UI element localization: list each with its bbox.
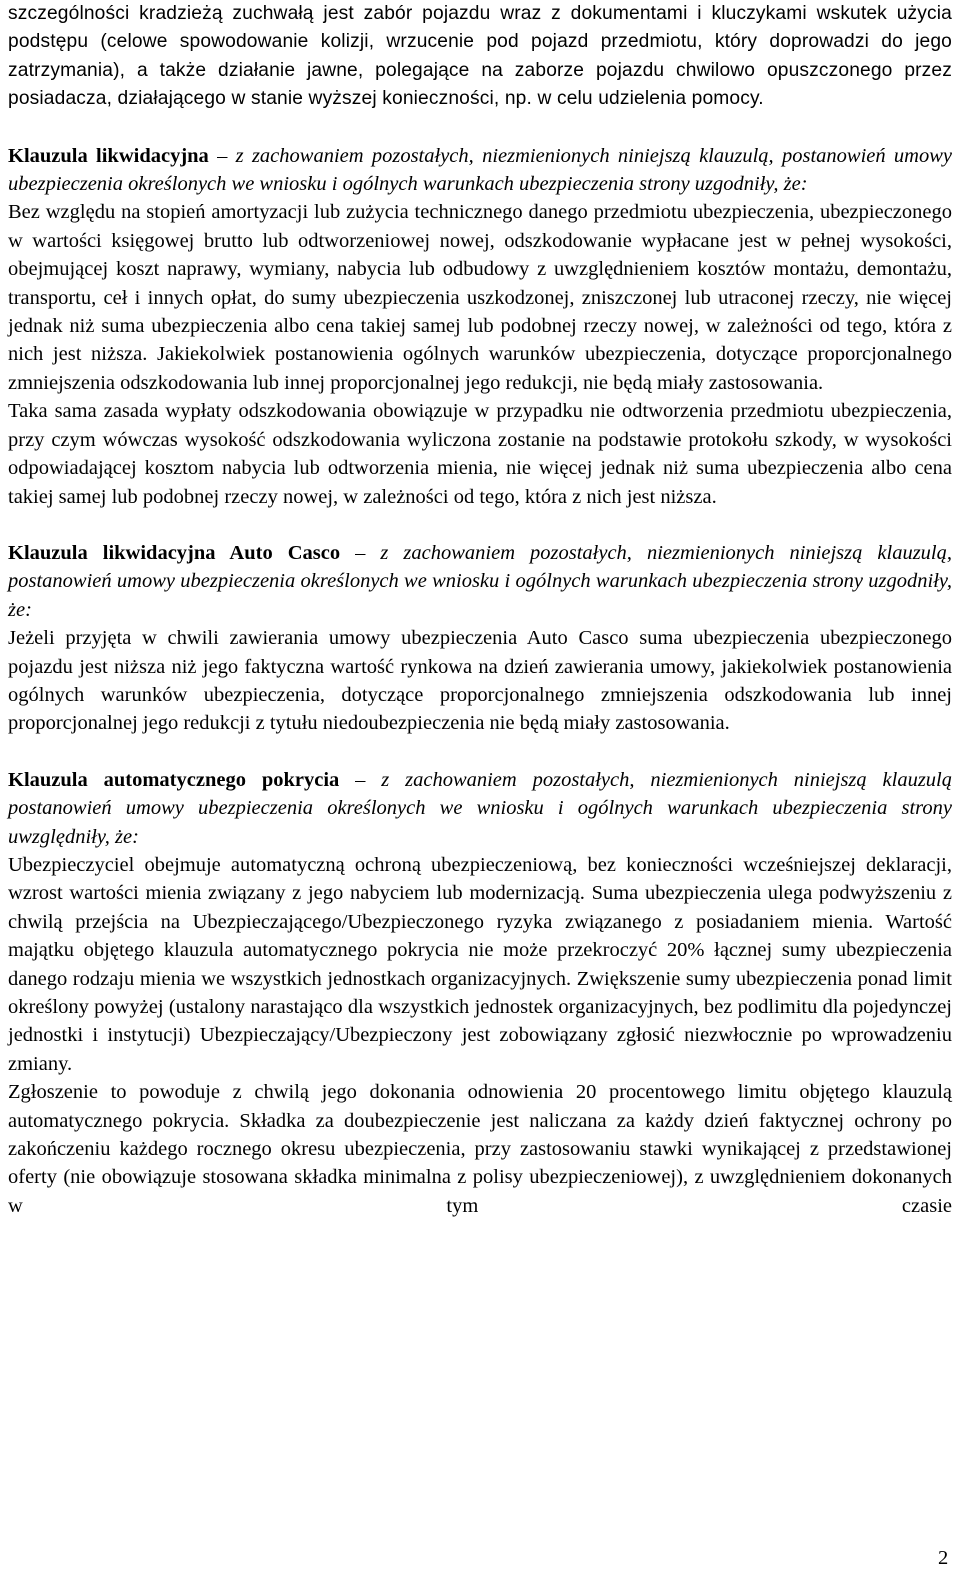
clause-liquidation xyxy=(8,142,952,511)
clause-paragraph: Zgłoszenie to powoduje z chwilą jego dokonania odnowienia 20 procentowego limitu objętego klauzulą automatycznego pokrycia. Składka za doubezpieczenie jest naliczana za każdy dzień faktycznej ochrony po zakończeniu każdego rocznego okresu ubezpieczenia, przy zastosowaniu stawki wynikającej z przedstawionej oferty (nie obowiązuje stosowana składka minimalna z polisy ubezpieczeniowej), z uwzględnieniem dokonanych w tym czasie xyxy=(8,1081,952,1217)
clause-intro: – z zachowaniem pozostałych, niezmienionych niniejszą klauzulą postanowień umowy ubezpieczenia określonych we wniosku i ogólnych warunkach ubezpieczenia strony uwzględniły, że: xyxy=(8,768,952,848)
page-number: 2 xyxy=(938,1547,949,1569)
clause-paragraph: Jeżeli przyjęta w chwili zawierania umowy ubezpieczenia Auto Casco suma ubezpieczenia ubezpieczonego pojazdu jest niższa niż jego faktyczna wartość rynkowa na dzień zawierania umowy, jakiekolwiek postanowienia ogólnych warunków ubezpieczenia, dotyczące proporcjonalnego zmniejszenia odszkodowania lub innej proporcjonalnej jego redukcji z tytułu niedoubezpieczenia nie będą miały zastosowania. xyxy=(8,627,952,735)
clause-liquidation-auto-casco-intro xyxy=(8,539,952,624)
clause-heading: Klauzula automatycznego pokrycia xyxy=(8,768,340,791)
continuation-paragraph: szczególności kradzieżą zuchwałą jest zabór pojazdu wraz z dokumentami i kluczykami wskutek użycia podstępu (celowe spowodowanie kolizji, wrzucenie pod pojazd przedmiotu, który doprowadzi do jego zatrzymania), a także działanie jawne, polegające na zaborze pojazdu chwilowo opuszczonego przez posiadacza, działającego w stanie wyższej konieczności, np. w celu udzielenia pomocy. xyxy=(8,3,952,110)
clause-heading: Klauzula likwidacyjna Auto Casco xyxy=(8,541,341,564)
clause-heading: Klauzula likwidacyjna xyxy=(8,144,209,167)
clause-paragraph: Ubezpieczyciel obejmuje automatyczną ochroną ubezpieczeniową, bez konieczności wcześniejszej deklaracji, wzrost wartości mienia związany z jego nabyciem lub modernizacją. Suma ubezpieczenia ulega podwyższeniu z chwilą przejścia na Ubezpieczającego/Ubezpieczonego ryzyka związanego z posiadaniem mienia. Wartość majątku objętego klauzula automatycznego pokrycia nie może przekroczyć 20% łącznej sumy ubezpieczenia danego rodzaju mienia we wszystkich jednostkach organizacyjnych. Zwiększenie sumy ubezpieczenia ponad limit określony powyżej (ustalony narastająco dla wszystkich jednostek organizacyjnych, bez podlimitu dla pojedynczej jednostki i instytucji) Ubezpieczający/Ubezpieczony jest zobowiązany zgłosić niezwłocznie po wprowadzeniu zmiany. xyxy=(8,853,952,1075)
clause-liquidation-auto-casco xyxy=(8,539,952,738)
clause-paragraph: Bez względu na stopień amortyzacji lub zużycia technicznego danego przedmiotu ubezpieczenia, ubezpieczonego w wartości księgowej brutto lub odtworzeniowej nowej, odszkodowanie wypłacane jest w pełnej wysokości, obejmującej koszt naprawy, wymiany, nabycia lub odbudowy z uwzględnieniem kosztów montażu, demontażu, transportu, ceł i innych opłat, do sumy ubezpieczenia uszkodzonej, zniszczonej lub utraconej rzeczy, nie więcej jednak niż suma ubezpieczenia albo cena takiej samej lub podobnej rzeczy nowej, w zależności od tego, która z nich jest niższa. Jakiekolwiek postanowienia ogólnych warunków ubezpieczenia, dotyczące proporcjonalnego zmniejszenia odszkodowania lub innej proporcjonalnej jego redukcji, nie będą miały zastosowania. xyxy=(8,201,952,394)
clause-automatic-coverage xyxy=(8,766,952,1221)
clause-intro: – z zachowaniem pozostałych, niezmienionych niniejszą klauzulą, postanowień umowy ubezpieczenia określonych we wniosku i ogólnych warunkach ubezpieczenia strony uzgodniły, że: xyxy=(8,541,952,621)
document-page xyxy=(8,0,952,1220)
clause-paragraph: Taka sama zasada wypłaty odszkodowania obowiązuje w przypadku nie odtworzenia przedmiotu ubezpieczenia, przy czym wówczas wysokość odszkodowania wyliczona zostanie na podstawie protokołu szkody, w wysokości odpowiadającej kosztom nabycia lub odtworzenia mienia, nie więcej jednak niż suma ubezpieczenia albo cena takiej samej lub podobnej rzeczy nowej, w zależności od tego, która z nich jest niższa. xyxy=(8,400,952,508)
clause-automatic-coverage-intro xyxy=(8,766,952,851)
clause-liquidation-intro xyxy=(8,142,952,199)
clause-intro: – z zachowaniem pozostałych, niezmienionych niniejszą klauzulą, postanowień umowy ubezpieczenia określonych we wniosku i ogólnych warunkach ubezpieczenia strony uzgodniły, że: xyxy=(8,144,952,196)
